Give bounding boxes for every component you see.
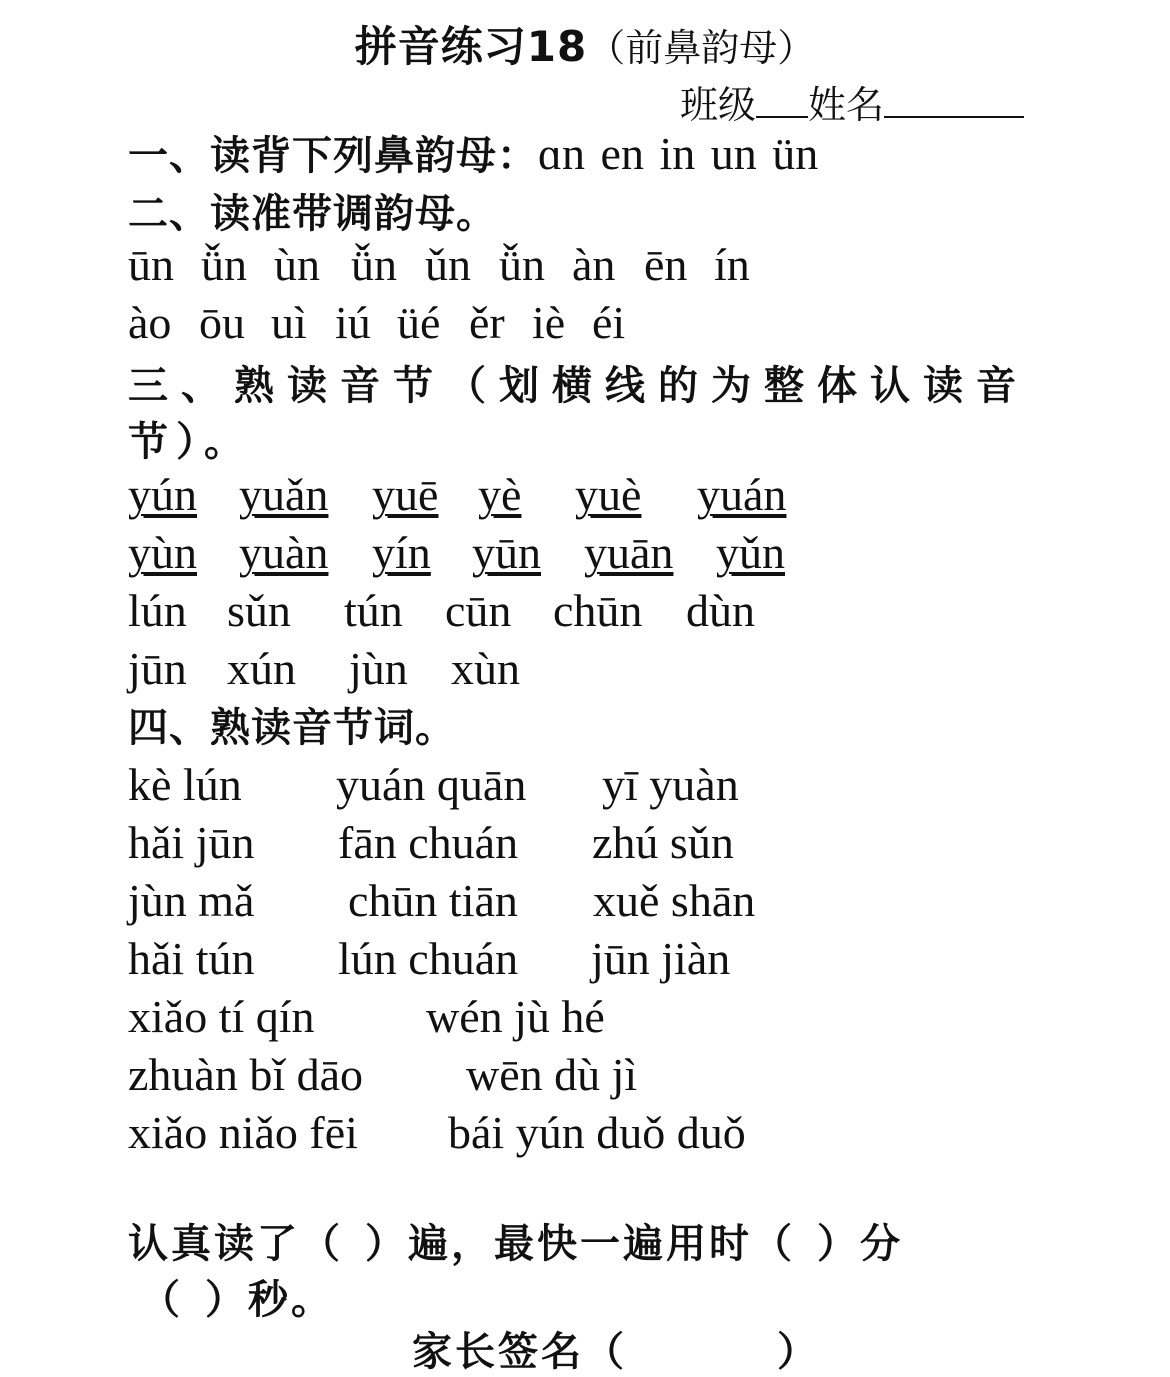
syllable-underlined: yuè: [575, 469, 642, 520]
reading-record-line2: （ ）秒。: [140, 1277, 334, 1323]
word: xiǎo tí qín: [128, 991, 315, 1042]
title-main: 拼音练习18: [354, 22, 588, 71]
syllable: sǔn: [227, 585, 291, 636]
syllable-underlined: yùn: [128, 527, 197, 578]
syllable-underlined: yè: [478, 469, 522, 520]
syllable: ǚn: [351, 239, 397, 290]
syllable: éi: [592, 297, 626, 348]
word: fān chuán: [338, 817, 519, 868]
syllable: iú: [335, 297, 371, 348]
class-name-line: [680, 74, 1024, 129]
syllable-underlined: yuān: [584, 527, 674, 578]
word: kè lún: [128, 759, 242, 810]
syllable-row-1: [128, 468, 786, 521]
syllable-underlined: yuán: [697, 469, 787, 520]
nasal-vowels: ɑn en in un ün: [538, 128, 819, 179]
syllable: chūn: [553, 585, 643, 636]
word: xuě shān: [593, 875, 756, 926]
syllable: jùn: [349, 643, 408, 694]
word: hǎi jūn: [128, 817, 255, 868]
word-row: [128, 816, 734, 869]
syllable: uì: [271, 297, 307, 348]
word: jùn mǎ: [128, 875, 255, 926]
syllable: ēn: [644, 239, 688, 290]
syllable: jūn: [128, 643, 187, 694]
word: zhú sǔn: [592, 817, 734, 868]
word: yī yuàn: [602, 759, 739, 810]
word: wēn dù jì: [466, 1049, 638, 1100]
syllable-underlined: yuàn: [239, 527, 329, 578]
syllable: ào: [128, 297, 172, 348]
syllable: ūn: [128, 239, 174, 290]
word-row: [128, 1106, 746, 1159]
syllable-underlined: yuē: [372, 469, 439, 520]
section1-heading: [128, 124, 818, 181]
syllable: tún: [344, 585, 403, 636]
syllable: iè: [532, 297, 566, 348]
parent-signature: 家长签名（ ）: [412, 1329, 820, 1375]
syllable: ín: [714, 239, 750, 290]
word: wén jù hé: [426, 991, 605, 1042]
section1-title: 一、读背下列鼻韵母：: [128, 133, 538, 179]
word: hǎi tún: [128, 933, 255, 984]
section4-heading: 四、熟读音节词。: [128, 705, 456, 751]
word-row: [128, 758, 739, 811]
word: bái yún duǒ duǒ: [448, 1107, 746, 1158]
word-row: [128, 874, 755, 927]
syllable: ǚn: [201, 239, 247, 290]
syllable-underlined: yín: [372, 527, 431, 578]
syllable: ōu: [199, 297, 245, 348]
syllable: xún: [227, 643, 296, 694]
syllable: cūn: [445, 585, 512, 636]
syllable-underlined: yuǎn: [239, 469, 329, 520]
syllable: ǚn: [499, 239, 545, 290]
syllable: àn: [572, 239, 616, 290]
word-row: [128, 932, 730, 985]
section3-heading-line2: 节）。: [128, 419, 252, 465]
word: jūn jiàn: [591, 933, 731, 984]
syllable-row-3: [128, 584, 755, 637]
word-row: [128, 990, 605, 1043]
word: lún chuán: [338, 933, 519, 984]
syllable: lún: [128, 585, 187, 636]
class-blank[interactable]: [756, 86, 808, 118]
syllable: xùn: [451, 643, 520, 694]
syllable: üé: [397, 297, 441, 348]
tone-row-1: [128, 238, 750, 291]
syllable-underlined: yún: [128, 469, 197, 520]
syllable: ùn: [274, 239, 320, 290]
word: xiǎo niǎo fēi: [128, 1107, 358, 1158]
syllable-row-4: [128, 642, 520, 695]
syllable: ǔn: [425, 239, 471, 290]
page-title: [0, 14, 1170, 74]
name-label: 姓名: [808, 83, 885, 127]
word: zhuàn bǐ dāo: [128, 1049, 364, 1100]
syllable-underlined: yǔn: [716, 527, 785, 578]
syllable: ěr: [469, 297, 505, 348]
tone-row-2: [128, 296, 625, 349]
class-label: 班级: [680, 83, 757, 127]
title-sub: （前鼻韵母）: [587, 26, 816, 70]
syllable-row-2: [128, 526, 785, 579]
word: chūn tiān: [348, 875, 518, 926]
syllable-underlined: yūn: [472, 527, 541, 578]
section3-heading-line1: 三、熟读音节（划横线的为整体认读音: [128, 363, 1029, 409]
reading-record-line1: 认真读了（ ）遍，最快一遍用时（ ）分: [128, 1221, 903, 1267]
name-blank[interactable]: [884, 86, 1024, 118]
word: yuán quān: [336, 759, 527, 810]
syllable: dùn: [686, 585, 755, 636]
section2-heading: 二、读准带调韵母。: [128, 191, 497, 237]
word-row: [128, 1048, 637, 1101]
